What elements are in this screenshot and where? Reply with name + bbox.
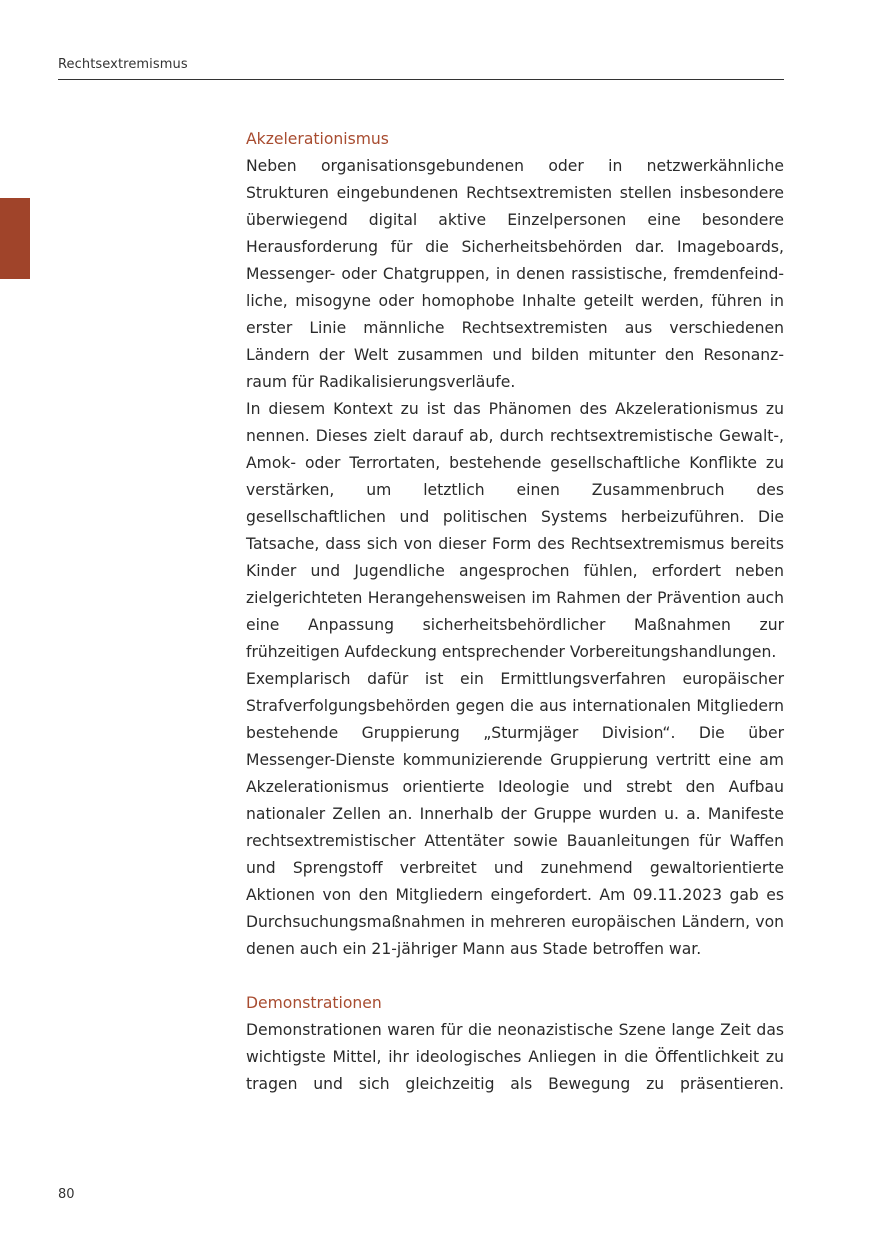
running-head-title: Rechtsextremismus <box>58 57 188 72</box>
paragraph: Neben organisationsgebundenen oder in netzwerkähnliche Strukturen eingebundenen Rechtsextremisten stellen insbesondere überwiegend digital aktive Einzelpersonen eine besondere Herausforderung für die Sicherheitsbehörden dar. Imageboards, Messenger- oder Chatgruppen, in denen rassistische, fremdenfeindliche, misogyne oder homophobe Inhalte geteilt werden, führen in erster Linie männliche Rechtsextremisten aus verschiedenen Ländern der Welt zusammen und bilden mitunter den Resonanzraum für Radikalisierungsverläufe. <box>246 157 784 391</box>
section-spacer <box>246 963 784 990</box>
chapter-marker-tab <box>0 198 30 279</box>
page-number: 80 <box>58 1187 75 1202</box>
header-divider <box>58 79 784 80</box>
section-heading-akzelerationismus: Akzelerationismus <box>246 130 389 148</box>
paragraph: Exemplarisch dafür ist ein Ermittlungsverfahren europäischer Strafverfolgungsbehörden gegen die aus internationalen Mitgliedern bestehende Gruppierung „Sturmjäger Division“. Die über Messenger-Dienste kommunizierende Gruppierung vertritt eine am Akzelerationismus orientierte Ideologie und strebt den Aufbau nationaler Zellen an. Innerhalb der Gruppe wurden u. a. Manifeste rechtsextremistischer Attentäter sowie Bauanleitungen für Waffen und Sprengstoff verbreitet und zunehmend gewaltorientierte Aktionen von den Mitgliedern eingefordert. Am 09.11.2023 gab es Durchsuchungsmaßnahmen in mehreren europäischen Ländern, von denen auch ein 21-jähriger Mann aus Stade betroffen war. <box>246 670 784 958</box>
paragraph: In diesem Kontext zu ist das Phänomen des Akzelerationismus zu nennen. Dieses zielt darauf ab, durch rechtsextremistische Gewalt-, Amok- oder Terrortaten, bestehende gesellschaftliche Konflikte zu verstärken, um letztlich einen Zusammenbruch des gesellschaftlichen und politischen Systems herbeizuführen. Die Tatsache, dass sich von dieser Form des Rechtsextremismus bereits Kinder und Jugendliche angesprochen fühlen, erfordert neben zielgerichteten Herangehensweisen im Rahmen der Prävention auch eine Anpassung sicherheitsbehördlicher Maßnahmen zur frühzeitigen Aufdeckung entsprechender Vorbereitungshandlungen. <box>246 400 784 661</box>
section-heading-demonstrationen: Demonstrationen <box>246 994 382 1012</box>
main-text-column <box>246 126 784 1098</box>
paragraph: Demonstrationen waren für die neonazistische Szene lange Zeit das wichtigste Mittel, ihr ideologisches Anliegen in die Öffentlichkeit zu tragen und sich gleichzeitig als Bewegung zu präsentieren. <box>246 1021 784 1093</box>
